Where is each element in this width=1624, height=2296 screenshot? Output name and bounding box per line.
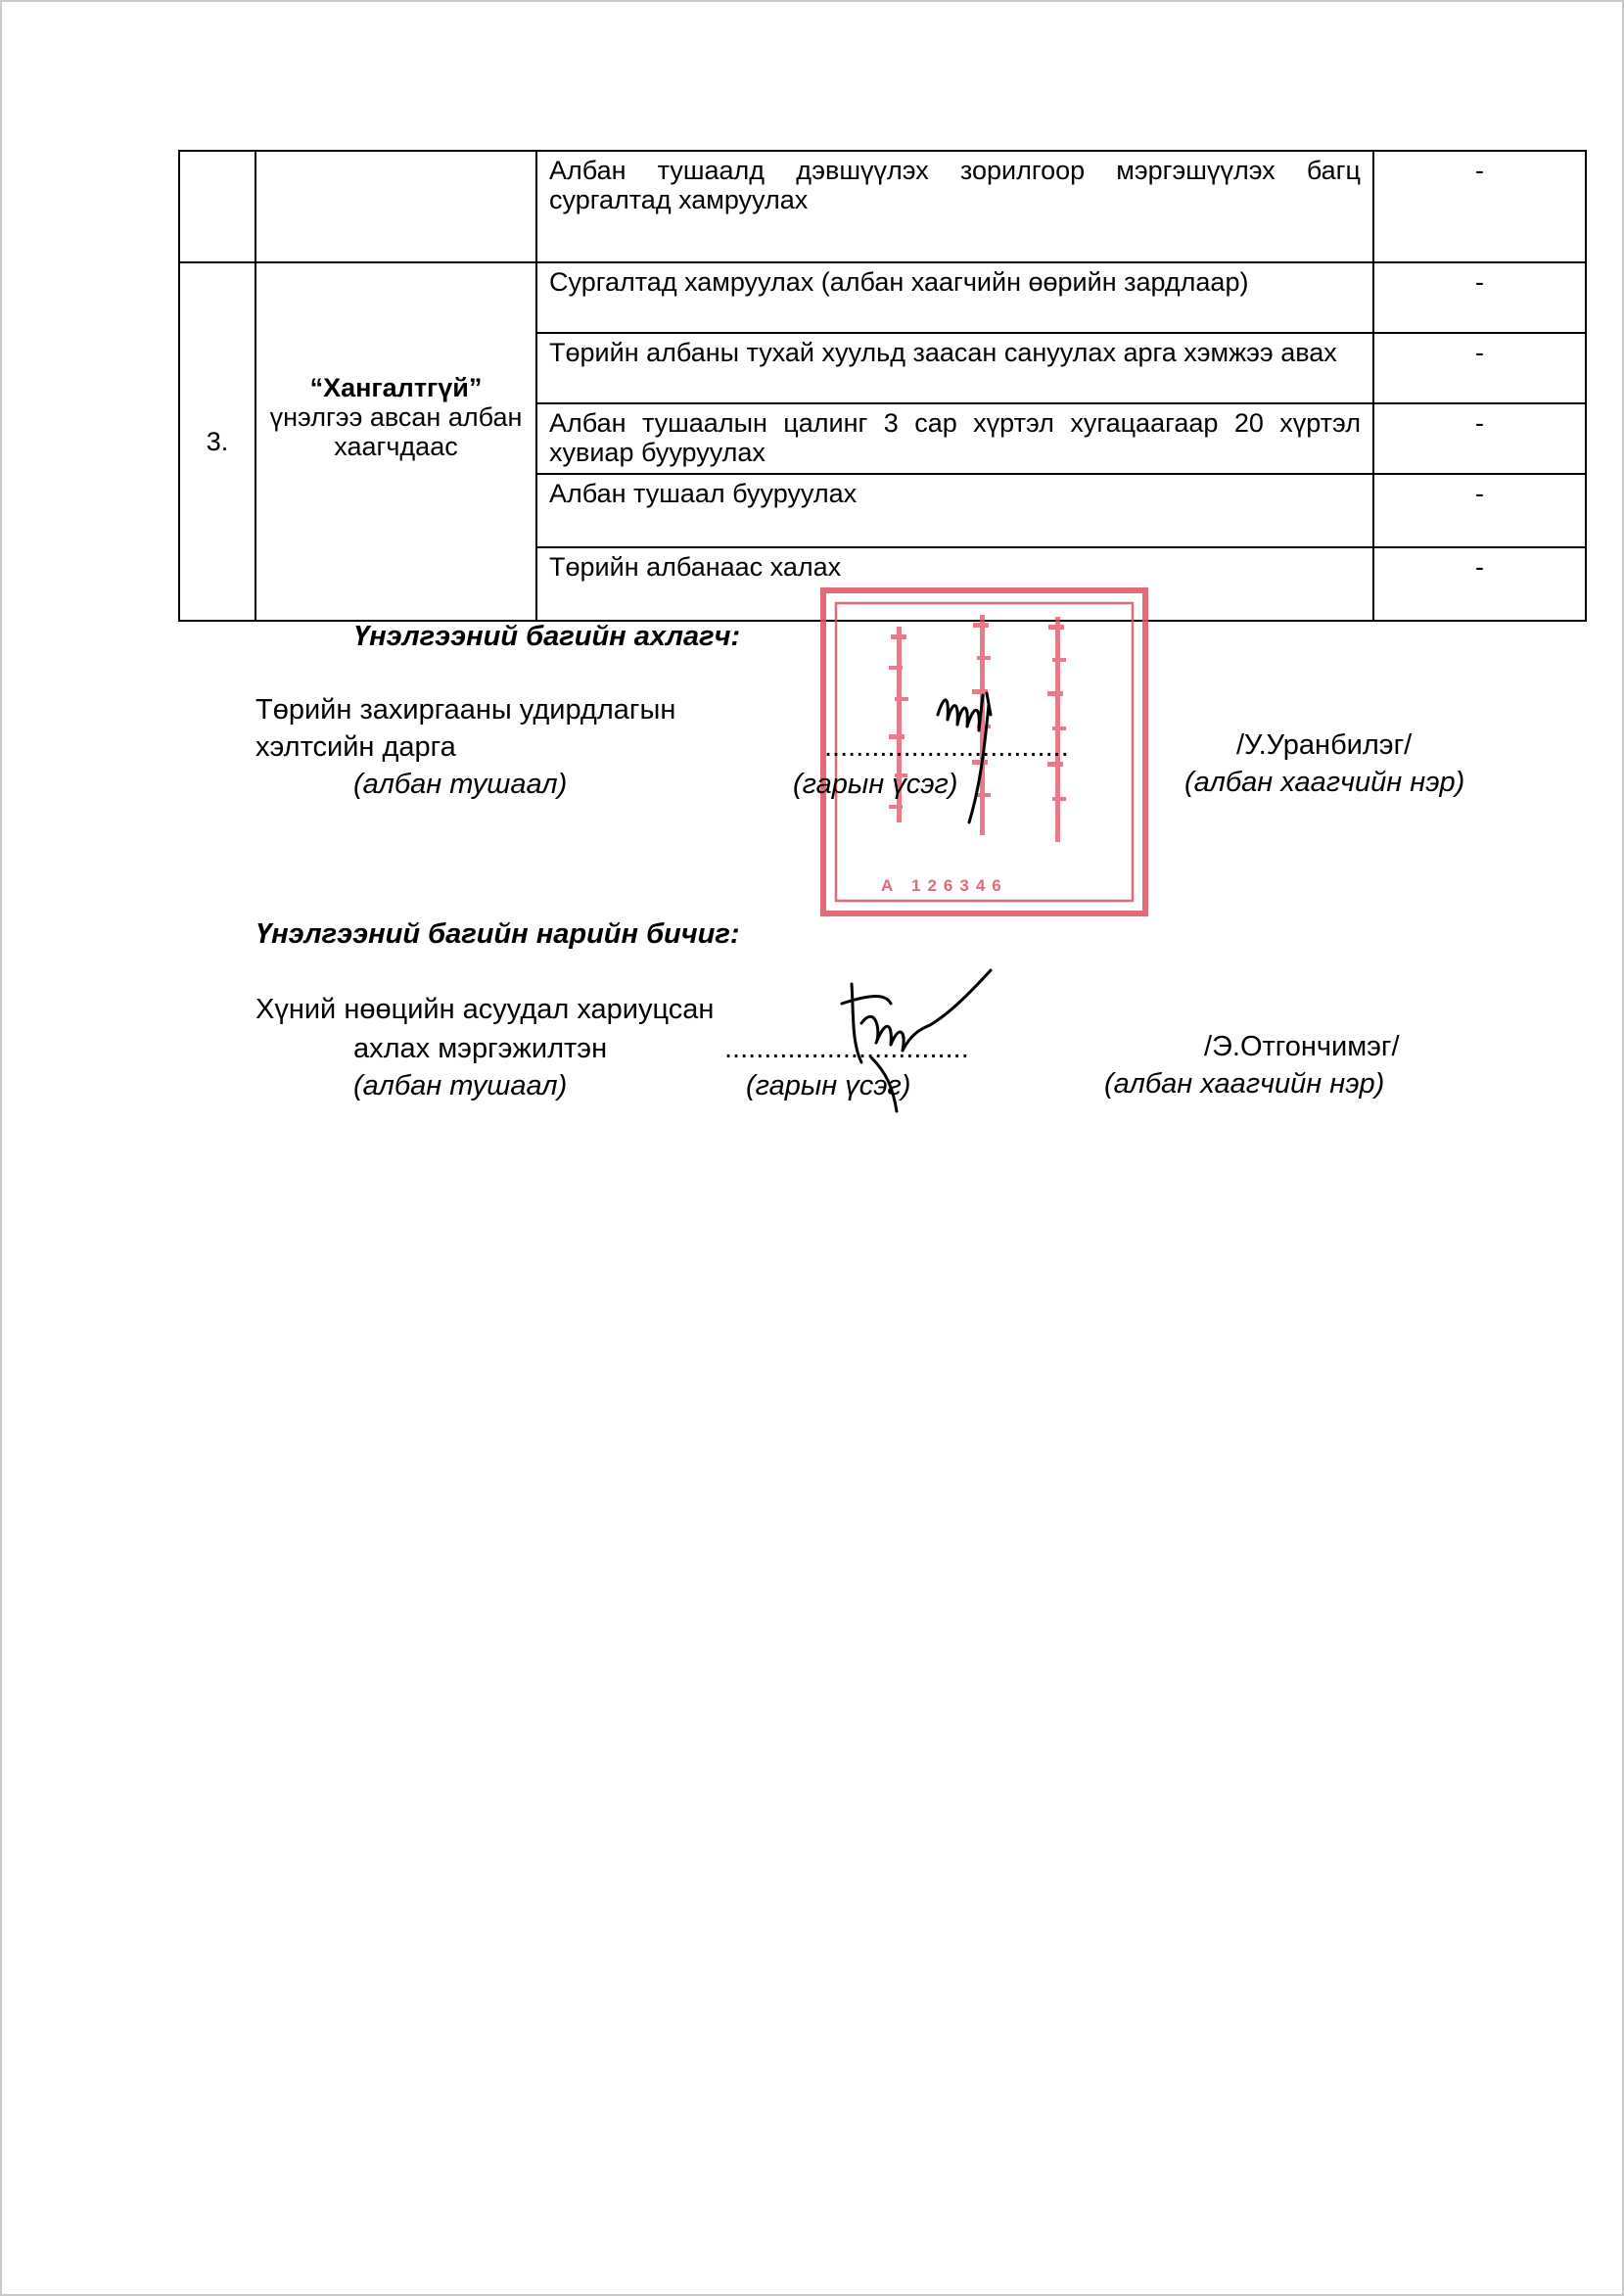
action-cell: Төрийн албаны тухай хуульд заасан сануулах арга хэмжээ авах — [536, 333, 1373, 403]
stamp-serial: А 126346 — [881, 876, 1008, 895]
secretary-signature-dots: ............................... — [724, 1033, 969, 1064]
category-subtitle: үнэлгээ авсан албан хаагчдаас — [269, 402, 523, 461]
leader-handwritten-signature — [930, 676, 1008, 832]
leader-signature-caption: (гарын үсэг) — [793, 769, 958, 800]
action-cell: Албан тушаалын цалинг 3 сар хүртэл хугацаагаар 20 хүртэл хувиар бууруулах — [536, 403, 1373, 474]
table-row — [179, 151, 1586, 262]
secretary-name: /Э.Отгончимэг/ — [1204, 1031, 1400, 1062]
category-cell — [255, 262, 536, 621]
value-cell: - — [1373, 262, 1586, 333]
leader-name-caption: (албан хаагчийн нэр) — [1184, 767, 1465, 798]
action-cell: Албан тушаал бууруулах — [536, 474, 1373, 547]
action-cell: Төрийн албанаас халах — [536, 547, 1373, 621]
action-cell: Албан тушаалд дэвшүүлэх зорилгоор мэргэшүүлэх багц сургалтад хамруулах — [536, 151, 1373, 262]
value-cell: - — [1373, 474, 1586, 547]
secretary-signature-caption: (гарын үсэг) — [746, 1070, 911, 1101]
leader-heading: Үнэлгээний багийн ахлагч: — [353, 621, 741, 652]
value-cell: - — [1373, 547, 1586, 621]
value-cell: - — [1373, 403, 1586, 474]
leader-position-line2: хэлтсийн дарга — [255, 731, 456, 763]
leader-position-caption: (албан тушаал) — [353, 769, 568, 800]
value-cell: - — [1373, 151, 1586, 262]
secretary-position-line1: Хүний нөөцийн асуудал хариуцсан — [255, 994, 715, 1025]
secretary-heading: Үнэлгээний багийн нарийн бичиг: — [255, 918, 740, 950]
secretary-name-caption: (албан хаагчийн нэр) — [1104, 1068, 1385, 1100]
row-number-cell: 3. — [179, 262, 255, 621]
category-cell — [255, 151, 536, 262]
table-row — [179, 262, 1586, 333]
value-cell: - — [1373, 333, 1586, 403]
leader-position-line1: Төрийн захиргааны удирдлагын — [255, 694, 676, 726]
secretary-position-line2: ахлах мэргэжилтэн — [353, 1033, 608, 1064]
action-cell: Сургалтад хамруулах (албан хаагчийн өөрийн зардлаар) — [536, 262, 1373, 333]
secretary-position-caption: (албан тушаал) — [353, 1070, 568, 1101]
row-number-cell — [179, 151, 255, 262]
category-title: “Хангалтгүй” — [309, 373, 483, 402]
measures-table — [178, 150, 1587, 622]
leader-signature-dots: ............................... — [824, 731, 1069, 763]
leader-name: /У.Уранбилэг/ — [1236, 729, 1413, 761]
secretary-handwritten-signature — [832, 964, 998, 1121]
